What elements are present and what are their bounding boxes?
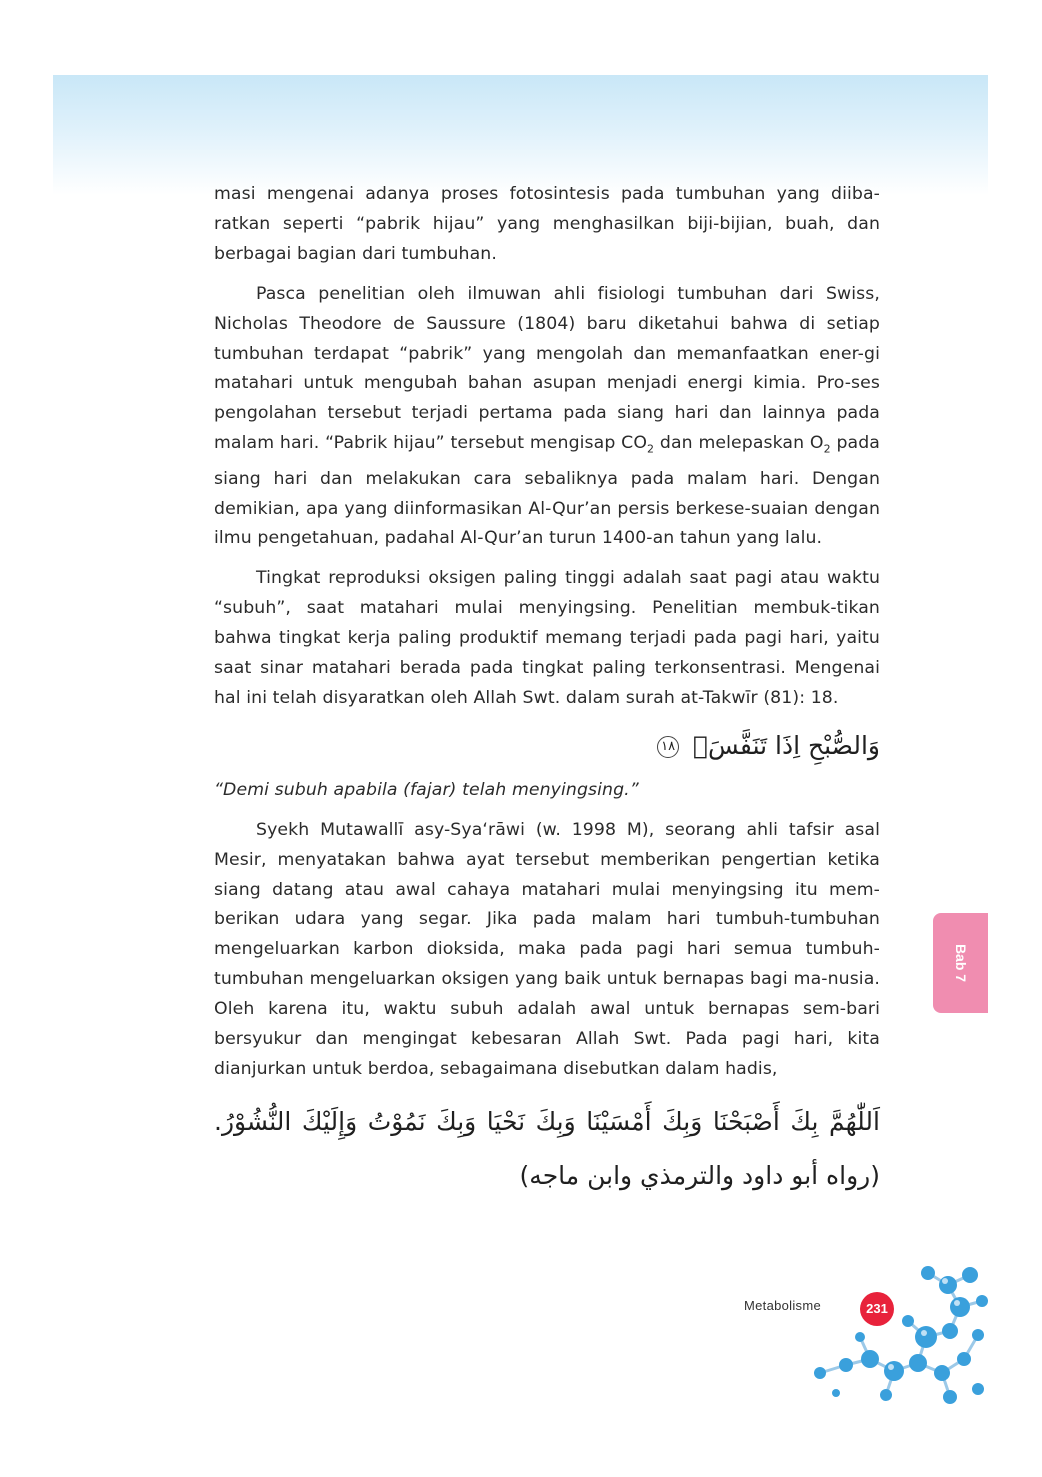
paragraph-group-2 — [214, 816, 880, 1085]
text-segment: Tingkat reproduksi oksigen paling tinggi adalah saat pagi atau waktu “subuh”, saat matahari mulai menyingsing. Penelitian membuk-tikan bahwa tingkat kerja paling produktif memang terjadi pada pagi hari, yaitu saat sinar matahari berada pada tingkat paling terkonsentrasi. Mengenai hal ini telah disyaratkan oleh Allah Swt. dalam surah at-Takwīr (81): 18. — [214, 568, 880, 708]
subscript: 2 — [823, 442, 831, 456]
molecule-bonds — [820, 1273, 982, 1397]
text-segment: pada siang hari dan melakukan cara sebaliknya pada malam hari. Dengan demikian, apa yang diinformasikan Al-Qur’an persis berkese-suaian dengan ilmu pengetahuan, padahal Al-Qur’an turun 1400-an tahun yang lalu. — [214, 433, 880, 549]
chapter-tab[interactable] — [933, 913, 988, 1013]
footer-chapter-title: Metabolisme — [744, 1298, 821, 1313]
molecule-decoration — [800, 1255, 988, 1405]
paragraph-group-1 — [214, 180, 880, 714]
body-paragraph — [214, 816, 880, 1085]
body-paragraph — [214, 564, 880, 714]
text-segment: dan melepaskan O — [654, 433, 824, 454]
quran-verse — [214, 724, 880, 768]
chapter-tab-label: Bab 7 — [952, 943, 969, 983]
subscript: 2 — [647, 442, 655, 456]
hadith-text: اَللّٰهُمَّ بِكَ أَصْبَحْنَا وَبِكَ أَمْسَيْنَا وَبِكَ نَحْيَا وَبِكَ نَمُوْتُ وَإِلَيْكَ النُّشُوْرُ. (رواه أبو داود والترمذي وابن ماجه) — [214, 1106, 880, 1190]
header-gradient-band — [53, 75, 988, 195]
body-paragraph — [214, 180, 880, 270]
quran-verse-text: وَالصُّبْحِ اِذَا تَنَفَّسَۙ — [693, 730, 880, 760]
page-number-badge: 231 — [860, 1292, 894, 1326]
text-segment: Syekh Mutawallī asy-Sya‘rāwi (w. 1998 M), seorang ahli tafsir asal Mesir, menyatakan bahwa ayat tersebut memberikan pengertian ketika siang datang atau awal cahaya matahari mulai menyingsing itu mem-berikan udara yang segar. Jika pada malam hari tumbuh-tumbuhan mengeluarkan karbon dioksida, maka pada pagi hari semua tumbuh-tumbuhan mengeluarkan oksigen yang baik untuk bernapas bagi ma-nusia. Oleh karena itu, waktu subuh adalah awal untuk bernapas sem-bari bersyukur dan mengingat kebesaran Allah Swt. Pada pagi hari, kita dianjurkan untuk berdoa, sebagaimana disebutkan dalam hadis, — [214, 819, 880, 1080]
verse-translation: “Demi subuh apabila (fajar) telah menyingsing.” — [214, 779, 639, 800]
page-body — [214, 180, 880, 1203]
text-segment: masi mengenai adanya proses fotosintesis pada tumbuhan yang diiba-ratkan seperti “pabrik hijau” yang menghasilkan biji-bijian, buah, dan berbagai bagian dari tumbuhan. — [214, 184, 880, 264]
molecule-atoms — [814, 1266, 988, 1404]
verse-number-marker: ١٨ — [657, 736, 679, 758]
body-paragraph — [214, 280, 880, 555]
text-segment: Pasca penelitian oleh ilmuwan ahli fisiologi tumbuhan dari Swiss, Nicholas Theodore de Saussure (1804) baru diketahui bahwa di setiap tumbuhan terdapat “pabrik” yang mengolah dan memanfaatkan ener-gi matahari untuk mengubah bahan asupan menjadi energi kimia. Pro-ses pengolahan tersebut terjadi pertama pada siang hari dan lainnya pada malam hari. “Pabrik hijau” tersebut mengisap CO — [214, 283, 880, 454]
